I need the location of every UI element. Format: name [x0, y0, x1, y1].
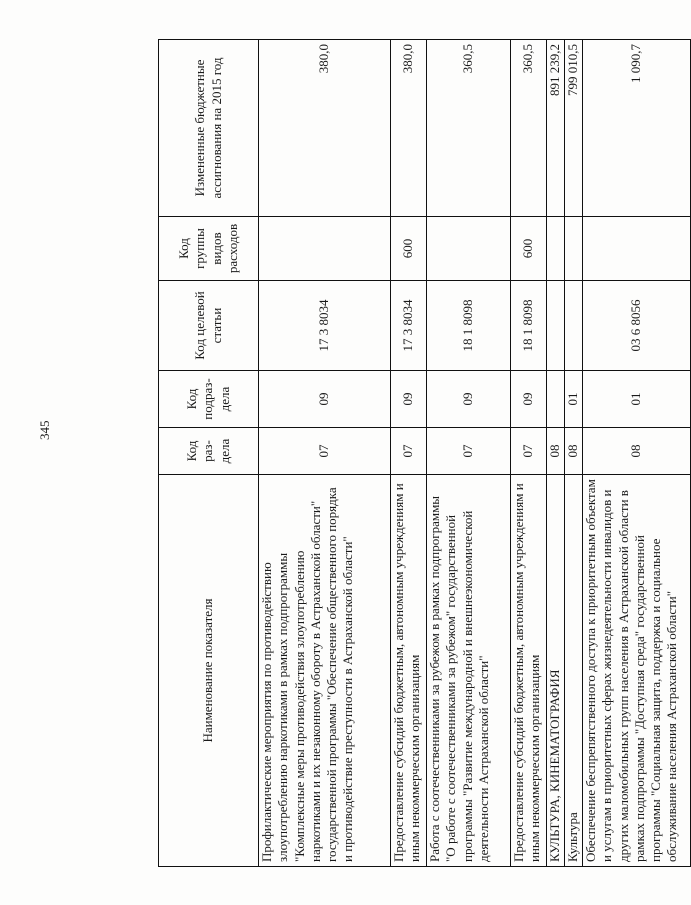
cell-statya — [565, 281, 583, 371]
cell-statya: 17 3 8034 — [391, 281, 427, 371]
cell-razdel: 08 — [547, 428, 565, 475]
cell-name: КУЛЬТУРА, КИНЕМАТОГРАФИЯ — [547, 475, 565, 867]
budget-table — [158, 39, 691, 867]
cell-razdel: 08 — [565, 428, 583, 475]
cell-amount: 891 239,2 — [547, 40, 565, 217]
cell-amount: 380,0 — [391, 40, 427, 217]
cell-vid — [547, 217, 565, 281]
cell-name: Культура — [565, 475, 583, 867]
cell-vid: 600 — [391, 217, 427, 281]
cell-razdel: 07 — [391, 428, 427, 475]
table-row — [583, 40, 691, 867]
cell-statya: 17 3 8034 — [259, 281, 391, 371]
header-razdel: Код раз-дела — [159, 428, 259, 475]
cell-statya — [547, 281, 565, 371]
cell-podrazdel: 09 — [511, 371, 547, 428]
cell-vid — [583, 217, 691, 281]
table-row — [391, 40, 427, 867]
header-vid: Код группы видов расходов — [159, 217, 259, 281]
header-amount: Измененные бюджетные ассигнования на 2015 год — [159, 40, 259, 217]
cell-amount: 380,0 — [259, 40, 391, 217]
cell-podrazdel: 09 — [259, 371, 391, 428]
cell-razdel: 07 — [511, 428, 547, 475]
cell-podrazdel: 09 — [391, 371, 427, 428]
cell-vid — [565, 217, 583, 281]
table-row — [259, 40, 391, 867]
page-number: 345 — [37, 420, 52, 440]
header-name: Наименование показателя — [159, 475, 259, 867]
cell-statya: 03 6 8056 — [583, 281, 691, 371]
cell-vid — [259, 217, 391, 281]
cell-name: Предоставление субсидий бюджетным, автономным учреждениям и иным некоммерческим организациям — [391, 475, 427, 867]
header-podrazdel: Код подраз-дела — [159, 371, 259, 428]
table-row — [511, 40, 547, 867]
cell-podrazdel — [547, 371, 565, 428]
cell-name: Обеспечение беспрепятственного доступа к приоритетным объектам и услугам в приоритетных сферах жизнедеятельности инвалидов и других маломобильных групп населения в Астраханской области в рамках подпрограммы "Доступная среда" государственной программы "Социальная защита, поддержка и социальное обслуживание населения Астраханской области" — [583, 475, 691, 867]
header-row — [159, 40, 259, 867]
header-statya: Код целевой статьи — [159, 281, 259, 371]
cell-amount: 1 090,7 — [583, 40, 691, 217]
cell-vid — [427, 217, 511, 281]
rotated-table-container — [158, 40, 680, 867]
cell-podrazdel: 01 — [565, 371, 583, 428]
cell-statya: 18 1 8098 — [511, 281, 547, 371]
table-row — [427, 40, 511, 867]
cell-name: Профилактические мероприятия по противодействию злоупотреблению наркотиками в рамках подпрограммы "Комплексные меры противодействия злоупотреблению наркотиками и их незаконному обороту в Астраханской области" государственной программы "Обеспечение общественного порядка и противодействие преступности в Астраханской области" — [259, 475, 391, 867]
cell-vid: 600 — [511, 217, 547, 281]
table-row — [547, 40, 565, 867]
table-row — [565, 40, 583, 867]
cell-podrazdel: 01 — [583, 371, 691, 428]
cell-razdel: 08 — [583, 428, 691, 475]
cell-razdel: 07 — [427, 428, 511, 475]
cell-razdel: 07 — [259, 428, 391, 475]
cell-podrazdel: 09 — [427, 371, 511, 428]
cell-amount: 360,5 — [511, 40, 547, 217]
cell-statya: 18 1 8098 — [427, 281, 511, 371]
cell-amount: 799 010,5 — [565, 40, 583, 217]
cell-amount: 360,5 — [427, 40, 511, 217]
cell-name: Предоставление субсидий бюджетным, автономным учреждениям и иным некоммерческим организациям — [511, 475, 547, 867]
cell-name: Работа с соотечественниками за рубежом в рамках подпрограммы "О работе с соотечественниками за рубежом" государственной программы "Развитие международной и внешнеэкономической деятельности Астраханской области" — [427, 475, 511, 867]
